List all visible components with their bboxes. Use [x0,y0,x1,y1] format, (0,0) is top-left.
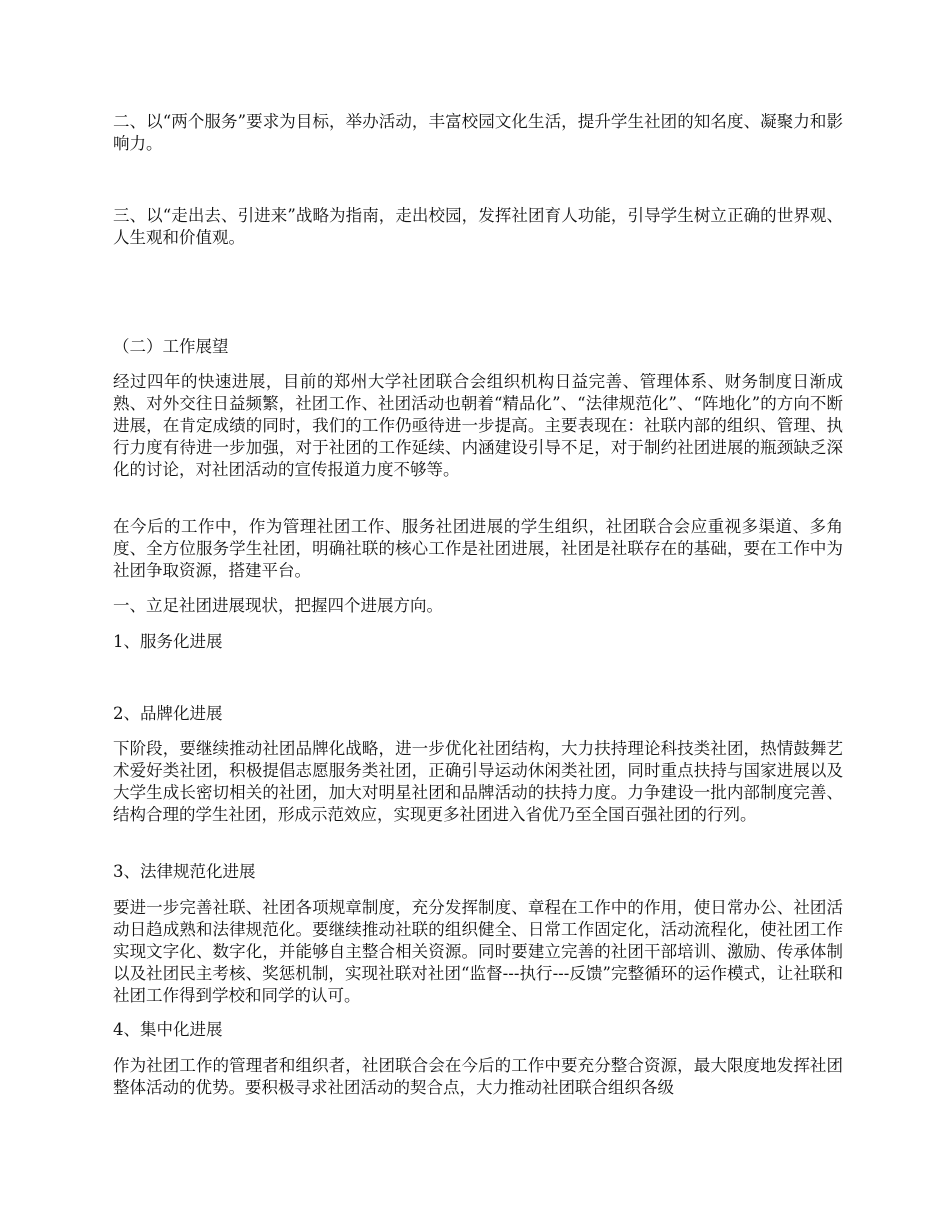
paragraph-go-out-bring-in: 三、以“走出去、引进来”战略为指南，走出校园，发挥社团育人功能，引导学生树立正确的世界观、人生观和价值观。 [113,206,843,247]
section-heading-work-outlook: （二）工作展望 [113,337,229,356]
heading-four-directions: 一、立足社团进展现状，把握四个进展方向。 [113,596,443,615]
paragraph-progress-summary: 经过四年的快速进展，目前的郑州大学社团联合会组织机构日益完善、管理体系、财务制度日渐成熟、对外交往日益频繁，社团工作、社团活动也朝着“精品化”、“法律规范化”、“阵地化”的方向不断进展，在肯定成绩的同时，我们的工作仍亟待进一步提高。主要表现在：社联内部的组织、管理、执行力度有待进一步加强，对于社团的工作延续、内涵建设引导不足，对于制约社团进展的瓶颈缺乏深化的讨论，对社团活动的宣传报道力度不够等。 [113,372,843,479]
paragraph-legal-progress: 要进一步完善社联、社团各项规章制度，充分发挥制度、章程在工作中的作用，使日常办公、社团活动日趋成熟和法律规范化。要继续推动社联的组织健全、日常工作固定化，活动流程化，使社团工作实现文字化、数字化，并能够自主整合相关资源。同时要建立完善的社团干部培训、激励、传承体制以及社团民主考核、奖惩机制，实现社联对社团“监督---执行---反馈”完整循环的运作模式，让社联和社团工作得到学校和同学的认可。 [113,898,843,1005]
paragraph-two-services: 二、以“两个服务”要求为目标，举办活动，丰富校园文化生活，提升学生社团的知名度、凝聚力和影响力。 [113,112,843,153]
heading-centralized-progress: 4、集中化进展 [113,1020,223,1039]
paragraph-brand-progress: 下阶段，要继续推动社团品牌化战略，进一步优化社团结构，大力扶持理论科技类社团，热情鼓舞艺术爱好类社团，积极提倡志愿服务类社团，正确引导运动休闲类社团，同时重点扶持与国家进展以及大学生成长密切相关的社团，加大对明星社团和品牌活动的扶持力度。力争建设一批内部制度完善、结构合理的学生社团，形成示范效应，实现更多社团进入省优乃至全国百强社团的行列。 [113,739,843,824]
paragraph-centralized-progress: 作为社团工作的管理者和组织者，社团联合会在今后的工作中要充分整合资源，最大限度地发挥社团整体活动的优势。要积极寻求社团活动的契合点，大力推动社团联合组织各级 [113,1056,843,1097]
paragraph-future-work: 在今后的工作中，作为管理社团工作、服务社团进展的学生组织，社团联合会应重视多渠道、多角度、全方位服务学生社团，明确社联的核心工作是社团进展，社团是社联存在的基础，要在工作中为社团争取资源，搭建平台。 [113,517,843,580]
heading-brand-progress: 2、品牌化进展 [113,704,223,723]
heading-legal-progress: 3、法律规范化进展 [113,862,256,881]
heading-service-progress: 1、服务化进展 [113,632,223,651]
